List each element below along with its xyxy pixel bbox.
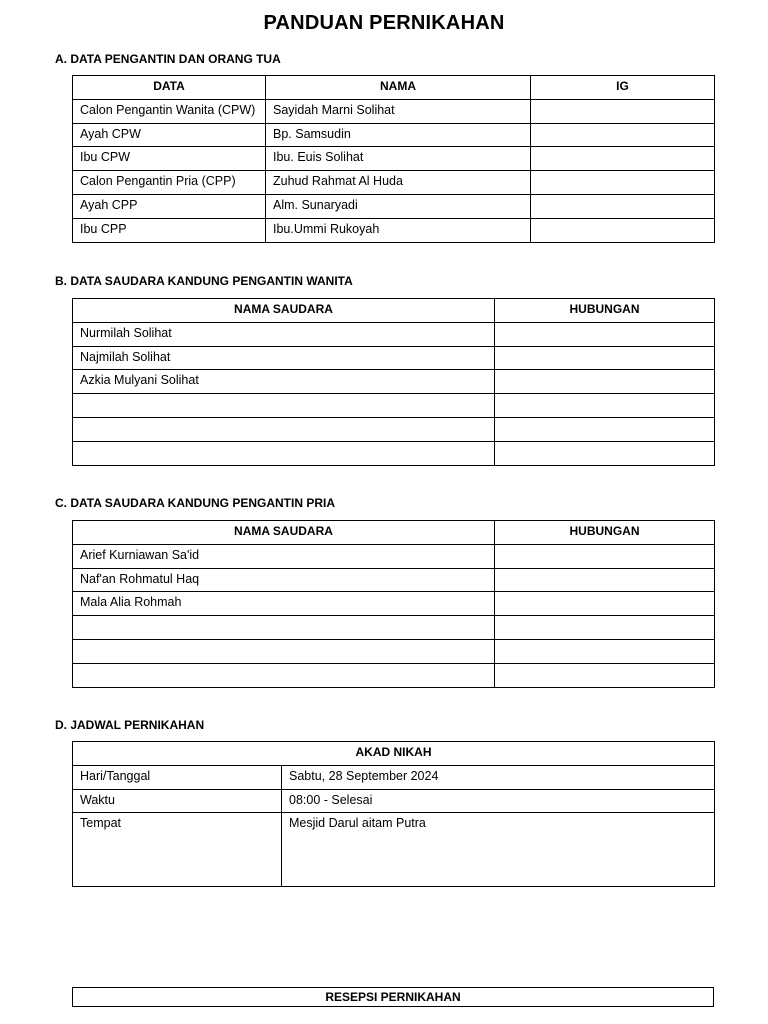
table-row <box>73 218 715 242</box>
table-row <box>73 394 715 418</box>
column-header-hubungan: HUBUNGAN <box>495 521 715 545</box>
section-d-heading: D. JADWAL PERNIKAHAN <box>55 718 205 732</box>
sibling-name-cell: Nurmilah Solihat <box>73 322 495 346</box>
table-row <box>73 765 715 789</box>
table-header-row <box>73 299 715 323</box>
table-row <box>73 417 715 441</box>
table-row <box>73 171 715 195</box>
ig-cell[interactable] <box>531 194 715 218</box>
section-b-heading: B. DATA SAUDARA KANDUNG PENGANTIN WANITA <box>55 274 353 288</box>
resepsi-schedule-table <box>72 987 714 1007</box>
table-row <box>73 616 715 640</box>
akad-schedule-table <box>72 741 715 887</box>
schedule-label-cell: Tempat <box>73 813 282 887</box>
relationship-cell[interactable] <box>495 322 715 346</box>
relationship-cell[interactable] <box>495 346 715 370</box>
sibling-name-cell[interactable] <box>73 639 495 663</box>
sibling-name-cell[interactable] <box>73 417 495 441</box>
ig-cell[interactable] <box>531 171 715 195</box>
table-row <box>73 544 715 568</box>
table-header-row <box>73 521 715 545</box>
resepsi-pernikahan-header: RESEPSI PERNIKAHAN <box>73 988 714 1007</box>
relationship-cell[interactable] <box>495 544 715 568</box>
data-cell: Ayah CPW <box>73 123 266 147</box>
table-header-row <box>73 742 715 766</box>
data-cell: Ibu CPW <box>73 147 266 171</box>
table-row <box>73 568 715 592</box>
akad-nikah-header: AKAD NIKAH <box>73 742 715 766</box>
table-row <box>73 123 715 147</box>
schedule-value-cell: Sabtu, 28 September 2024 <box>282 765 715 789</box>
page-title: PANDUAN PERNIKAHAN <box>263 12 505 34</box>
column-header-nama: NAMA <box>266 76 531 100</box>
nama-cell: Alm. Sunaryadi <box>266 194 531 218</box>
sibling-name-cell: Azkia Mulyani Solihat <box>73 370 495 394</box>
schedule-value-cell: Mesjid Darul aitam Putra <box>282 813 715 887</box>
sibling-name-cell[interactable] <box>73 663 495 687</box>
data-cell: Calon Pengantin Wanita (CPW) <box>73 99 266 123</box>
nama-cell: Bp. Samsudin <box>266 123 531 147</box>
table-header-row <box>73 76 715 100</box>
relationship-cell[interactable] <box>495 663 715 687</box>
section-a-heading: A. DATA PENGANTIN DAN ORANG TUA <box>55 52 281 66</box>
section-c-heading: C. DATA SAUDARA KANDUNG PENGANTIN PRIA <box>55 496 335 510</box>
relationship-cell[interactable] <box>495 394 715 418</box>
relationship-cell[interactable] <box>495 592 715 616</box>
sibling-name-cell[interactable] <box>73 394 495 418</box>
data-cell: Ayah CPP <box>73 194 266 218</box>
ig-cell[interactable] <box>531 99 715 123</box>
bride-siblings-table <box>72 298 715 466</box>
table-header-row <box>73 988 714 1007</box>
sibling-name-cell: Naf'an Rohmatul Haq <box>73 568 495 592</box>
column-header-ig: IG <box>531 76 715 100</box>
table-row <box>73 99 715 123</box>
table-row <box>73 441 715 465</box>
bride-groom-parents-table <box>72 75 715 243</box>
sibling-name-cell[interactable] <box>73 441 495 465</box>
nama-cell: Ibu. Euis Solihat <box>266 147 531 171</box>
table-row <box>73 639 715 663</box>
sibling-name-cell: Mala Alia Rohmah <box>73 592 495 616</box>
ig-cell[interactable] <box>531 218 715 242</box>
column-header-data: DATA <box>73 76 266 100</box>
sibling-name-cell[interactable] <box>73 616 495 640</box>
table-row <box>73 370 715 394</box>
sibling-name-cell: Arief Kurniawan Sa'id <box>73 544 495 568</box>
relationship-cell[interactable] <box>495 568 715 592</box>
nama-cell: Zuhud Rahmat Al Huda <box>266 171 531 195</box>
relationship-cell[interactable] <box>495 417 715 441</box>
schedule-value-cell: 08:00 - Selesai <box>282 789 715 813</box>
column-header-nama-saudara: NAMA SAUDARA <box>73 521 495 545</box>
table-row <box>73 147 715 171</box>
ig-cell[interactable] <box>531 147 715 171</box>
table-row <box>73 346 715 370</box>
table-row <box>73 789 715 813</box>
sibling-name-cell: Najmilah Solihat <box>73 346 495 370</box>
column-header-hubungan: HUBUNGAN <box>495 299 715 323</box>
data-cell: Calon Pengantin Pria (CPP) <box>73 171 266 195</box>
schedule-label-cell: Waktu <box>73 789 282 813</box>
table-row <box>73 322 715 346</box>
column-header-nama-saudara: NAMA SAUDARA <box>73 299 495 323</box>
relationship-cell[interactable] <box>495 639 715 663</box>
table-row <box>73 592 715 616</box>
nama-cell: Sayidah Marni Solihat <box>266 99 531 123</box>
data-cell: Ibu CPP <box>73 218 266 242</box>
schedule-label-cell: Hari/Tanggal <box>73 765 282 789</box>
nama-cell: Ibu.Ummi Rukoyah <box>266 218 531 242</box>
relationship-cell[interactable] <box>495 370 715 394</box>
relationship-cell[interactable] <box>495 616 715 640</box>
groom-siblings-table <box>72 520 715 688</box>
relationship-cell[interactable] <box>495 441 715 465</box>
ig-cell[interactable] <box>531 123 715 147</box>
table-row <box>73 813 715 887</box>
table-row <box>73 663 715 687</box>
table-row <box>73 194 715 218</box>
